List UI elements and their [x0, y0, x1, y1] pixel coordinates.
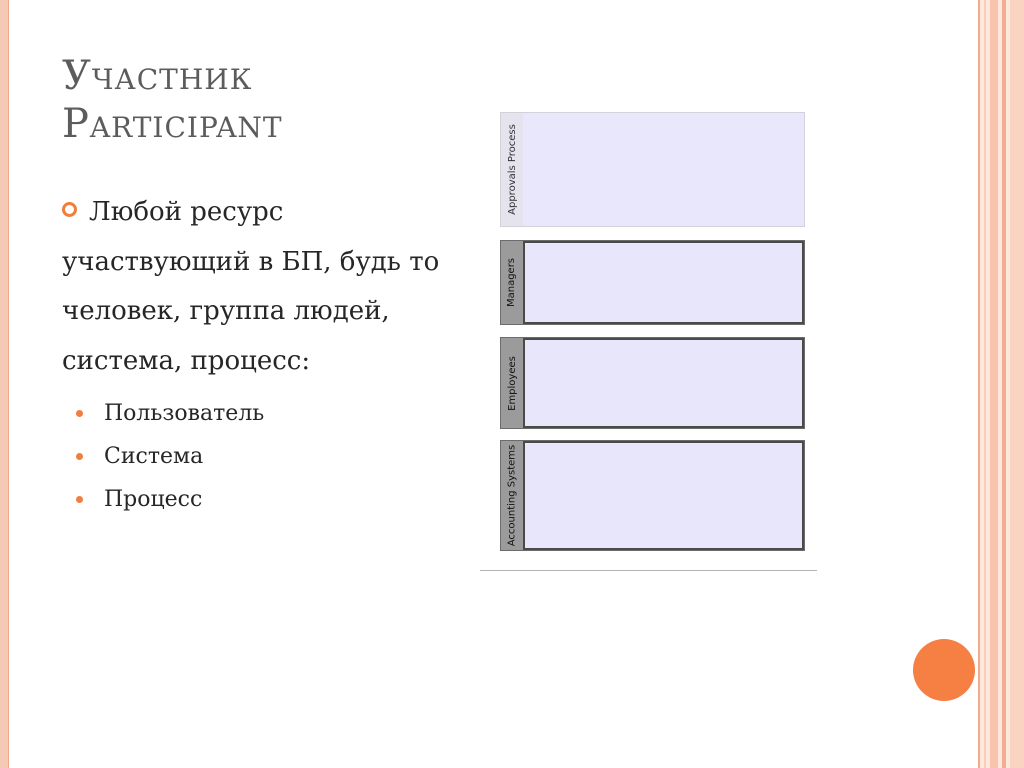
pool-lane	[523, 241, 804, 324]
stripe	[1010, 0, 1024, 768]
pool-managers	[500, 240, 805, 325]
sub-bullet-text: Процесс	[104, 487, 203, 512]
pool-label: Managers	[506, 257, 518, 308]
dot-bullet-icon	[76, 410, 83, 417]
title-line-2: Participant	[62, 101, 283, 147]
stripe	[978, 0, 980, 768]
stripe	[1002, 0, 1006, 768]
title-line-1: Участник	[62, 53, 253, 99]
pool-accounting-systems	[500, 440, 805, 551]
main-bullet	[62, 188, 442, 386]
sub-bullet-item	[104, 392, 442, 435]
pool-lane	[523, 441, 804, 550]
pool-lane	[523, 338, 804, 428]
pool-label-box	[501, 241, 523, 324]
pool-label: Employees	[506, 355, 518, 411]
sub-bullet-text: Пользователь	[104, 401, 265, 426]
dot-bullet-icon	[76, 496, 83, 503]
stripe	[990, 0, 998, 768]
pool-employees	[500, 337, 805, 429]
pool-label-box	[501, 338, 523, 428]
slide-body	[62, 188, 442, 521]
pool-label: Approvals Process	[506, 124, 518, 215]
pool-label-box	[501, 113, 524, 226]
pool-label-box	[501, 441, 523, 550]
stripe	[984, 0, 986, 768]
orange-circle-decoration	[913, 639, 975, 701]
sub-bullet-item	[104, 478, 442, 521]
pool-label: Accounting Systems	[506, 444, 518, 547]
slide-title	[62, 52, 283, 148]
sub-bullet-item	[104, 435, 442, 478]
left-border-decoration	[0, 0, 9, 768]
main-bullet-text: Любой ресурс участвующий в БП, будь то человек, группа людей, система, процесс:	[62, 197, 440, 376]
sub-bullet-text: Система	[104, 444, 204, 469]
pool-approvals-process	[500, 112, 805, 227]
right-stripes-decoration	[978, 0, 1024, 768]
circle-bullet-icon	[62, 202, 77, 217]
diagram-divider	[480, 570, 817, 571]
sub-bullet-list	[62, 392, 442, 521]
pool-lane	[523, 113, 804, 226]
dot-bullet-icon	[76, 453, 83, 460]
